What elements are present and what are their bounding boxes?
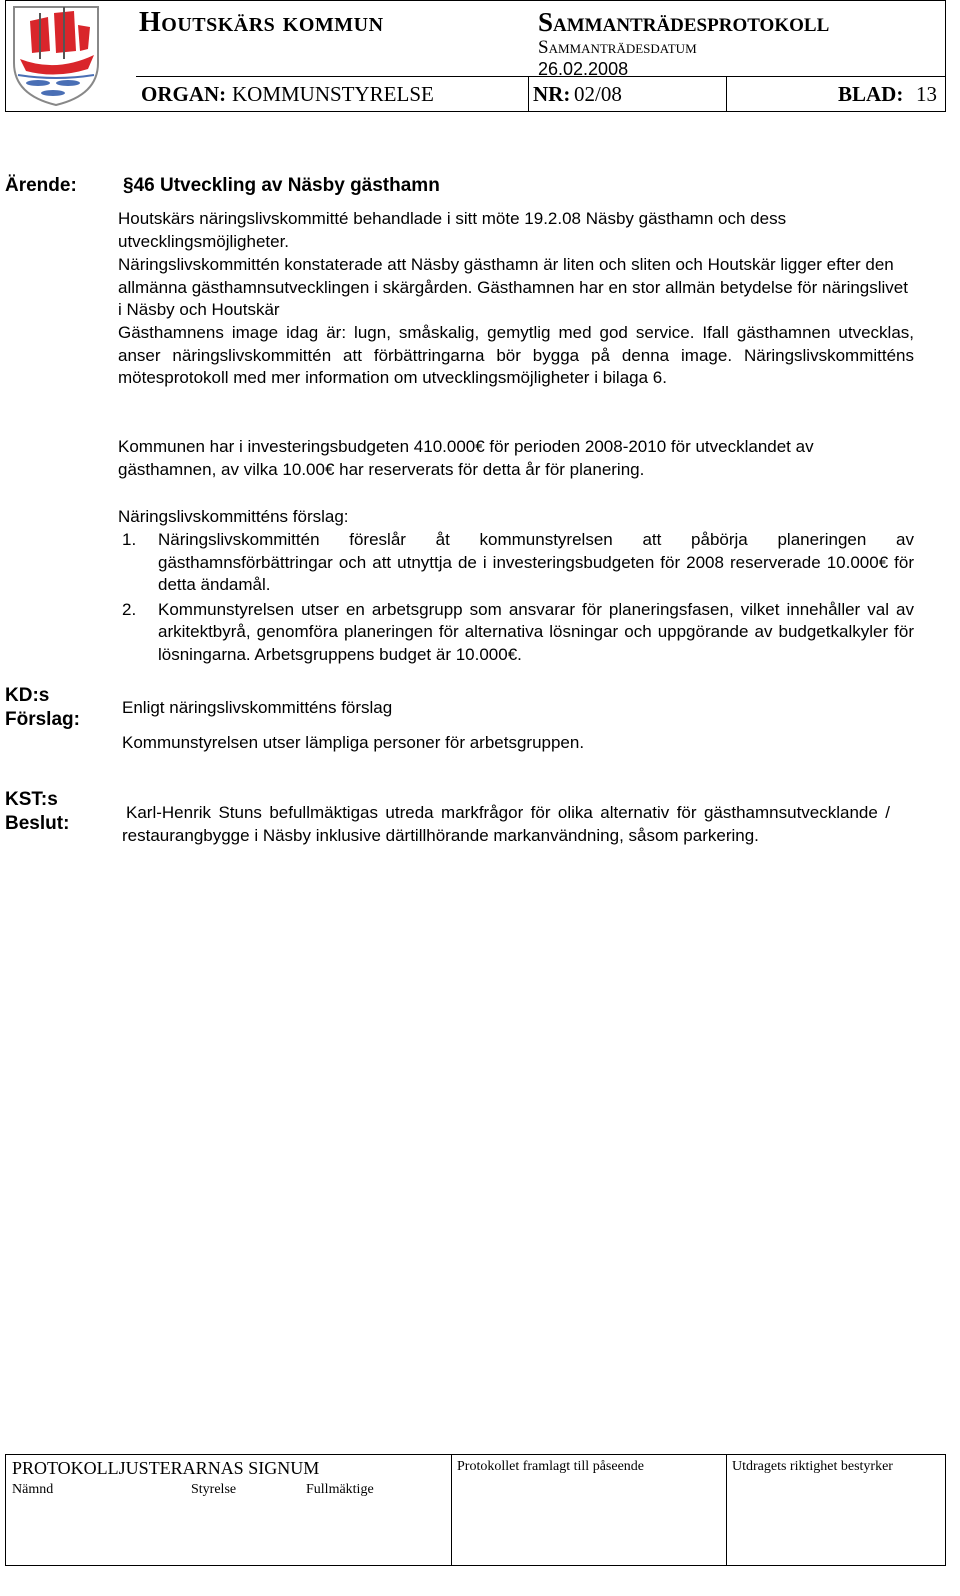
list-item-text: Kommunstyrelsen utser en arbetsgrupp som ansvarar för planeringsfasen, vilket innehåller val av arkitektbyrå, genomföra planeringen för alternativa lösningar och uppgörande av budgetkalkyler för lösningarna. Arbetsgruppens budget är 10.000€. — [158, 599, 914, 664]
list-item — [118, 529, 914, 597]
proposal-heading: Näringslivskommitténs förslag: — [118, 507, 349, 526]
list-item — [118, 599, 914, 667]
organ-cell — [136, 77, 529, 111]
document-header — [5, 0, 946, 112]
certified-column — [726, 1455, 945, 1565]
blad-label: BLAD: — [838, 82, 904, 106]
paragraph-3: Gästhamnens image idag är: lugn, småskalig, gemytlig med god service. Ifall gästhamnen utvecklas, anser näringslivskommittén att förbättringarna bör bygga på denna image. Näringslivskommitténs mötesprotokoll med mer information om utvecklingsmöjligheter i bilaga 6. — [118, 323, 914, 387]
nr-label: NR: — [533, 82, 571, 106]
organ-label: ORGAN: — [141, 82, 227, 106]
signature-fullmaktige: Fullmäktige — [306, 1482, 374, 1497]
presented-column — [451, 1455, 727, 1565]
signature-title: PROTOKOLLJUSTERARNAS SIGNUM — [12, 1458, 320, 1478]
kst-decision-text: Karl-Henrik Stuns befullmäktigas utreda markfrågor för olika alternativ för gästhamnsutvecklande / restaurangbygge i Näsby inklusive därtillhörande markanvändning, såsom parkering. — [122, 803, 890, 845]
kd-text-1: Enligt näringslivskommitténs förslag — [122, 698, 393, 717]
paragraph-2: Näringslivskommittén konstaterade att Näsby gästhamn är liten och sliten och Houtskär ligger efter den allmänna gästhamnsutvecklingen i skärgården. Gästhamnen har en stor allmän betydelse för näringslivet i Näsby och Houtskär — [118, 255, 908, 319]
paragraph-4: Kommunen har i investeringsbudgeten 410.000€ för perioden 2008-2010 för utvecklandet av gästhamnen, av vilka 10.00€ har reserverats för detta år för planering. — [118, 437, 814, 479]
arende-label: Ärende: — [5, 175, 77, 196]
signature-styrelse: Styrelse — [191, 1482, 237, 1497]
proposal-list — [118, 529, 914, 668]
extract-certified-label: Utdragets riktighet bestyrker — [732, 1459, 893, 1474]
paragraph-1: Houtskärs näringslivskommitté behandlade i sitt möte 19.2.08 Näsby gästhamn och dess utvecklingsmöjligheter. — [118, 209, 787, 251]
blad-cell — [726, 77, 946, 111]
list-item-number: 1. — [122, 530, 137, 549]
header-info-row — [136, 76, 946, 111]
municipality-name: Houtskärs kommun — [139, 7, 384, 38]
organ-value: KOMMUNSTYRELSE — [232, 82, 434, 106]
protocol-title: Sammanträdesprotokoll — [538, 7, 830, 37]
date-value: 26.02.2008 — [538, 59, 629, 79]
kst-label: KST:s Beslut: — [5, 789, 70, 834]
signature-column — [6, 1455, 452, 1565]
date-label: Sammanträdesdatum — [538, 37, 697, 58]
coat-of-arms-logo — [8, 3, 104, 107]
signature-namnd: Nämnd — [12, 1482, 54, 1497]
nr-cell — [528, 77, 727, 111]
list-item-text: Näringslivskommittén föreslår åt kommunstyrelsen att påbörja planeringen av gästhamnsförbättringar och att utnyttja de i investeringsbudgeten för 2008 reserverade 10.000€ för detta ändamål. — [158, 530, 914, 594]
nr-value: 02/08 — [574, 82, 622, 106]
kd-text-2: Kommunstyrelsen utser lämpliga personer för arbetsgruppen. — [122, 733, 585, 752]
blad-value: 13 — [916, 82, 937, 106]
document-footer — [5, 1454, 946, 1566]
protocol-presented-label: Protokollet framlagt till påseende — [457, 1459, 645, 1474]
kd-label: KD:s Förslag: — [5, 685, 80, 730]
list-item-number: 2. — [122, 599, 137, 619]
case-title: §46 Utveckling av Näsby gästhamn — [123, 175, 440, 196]
